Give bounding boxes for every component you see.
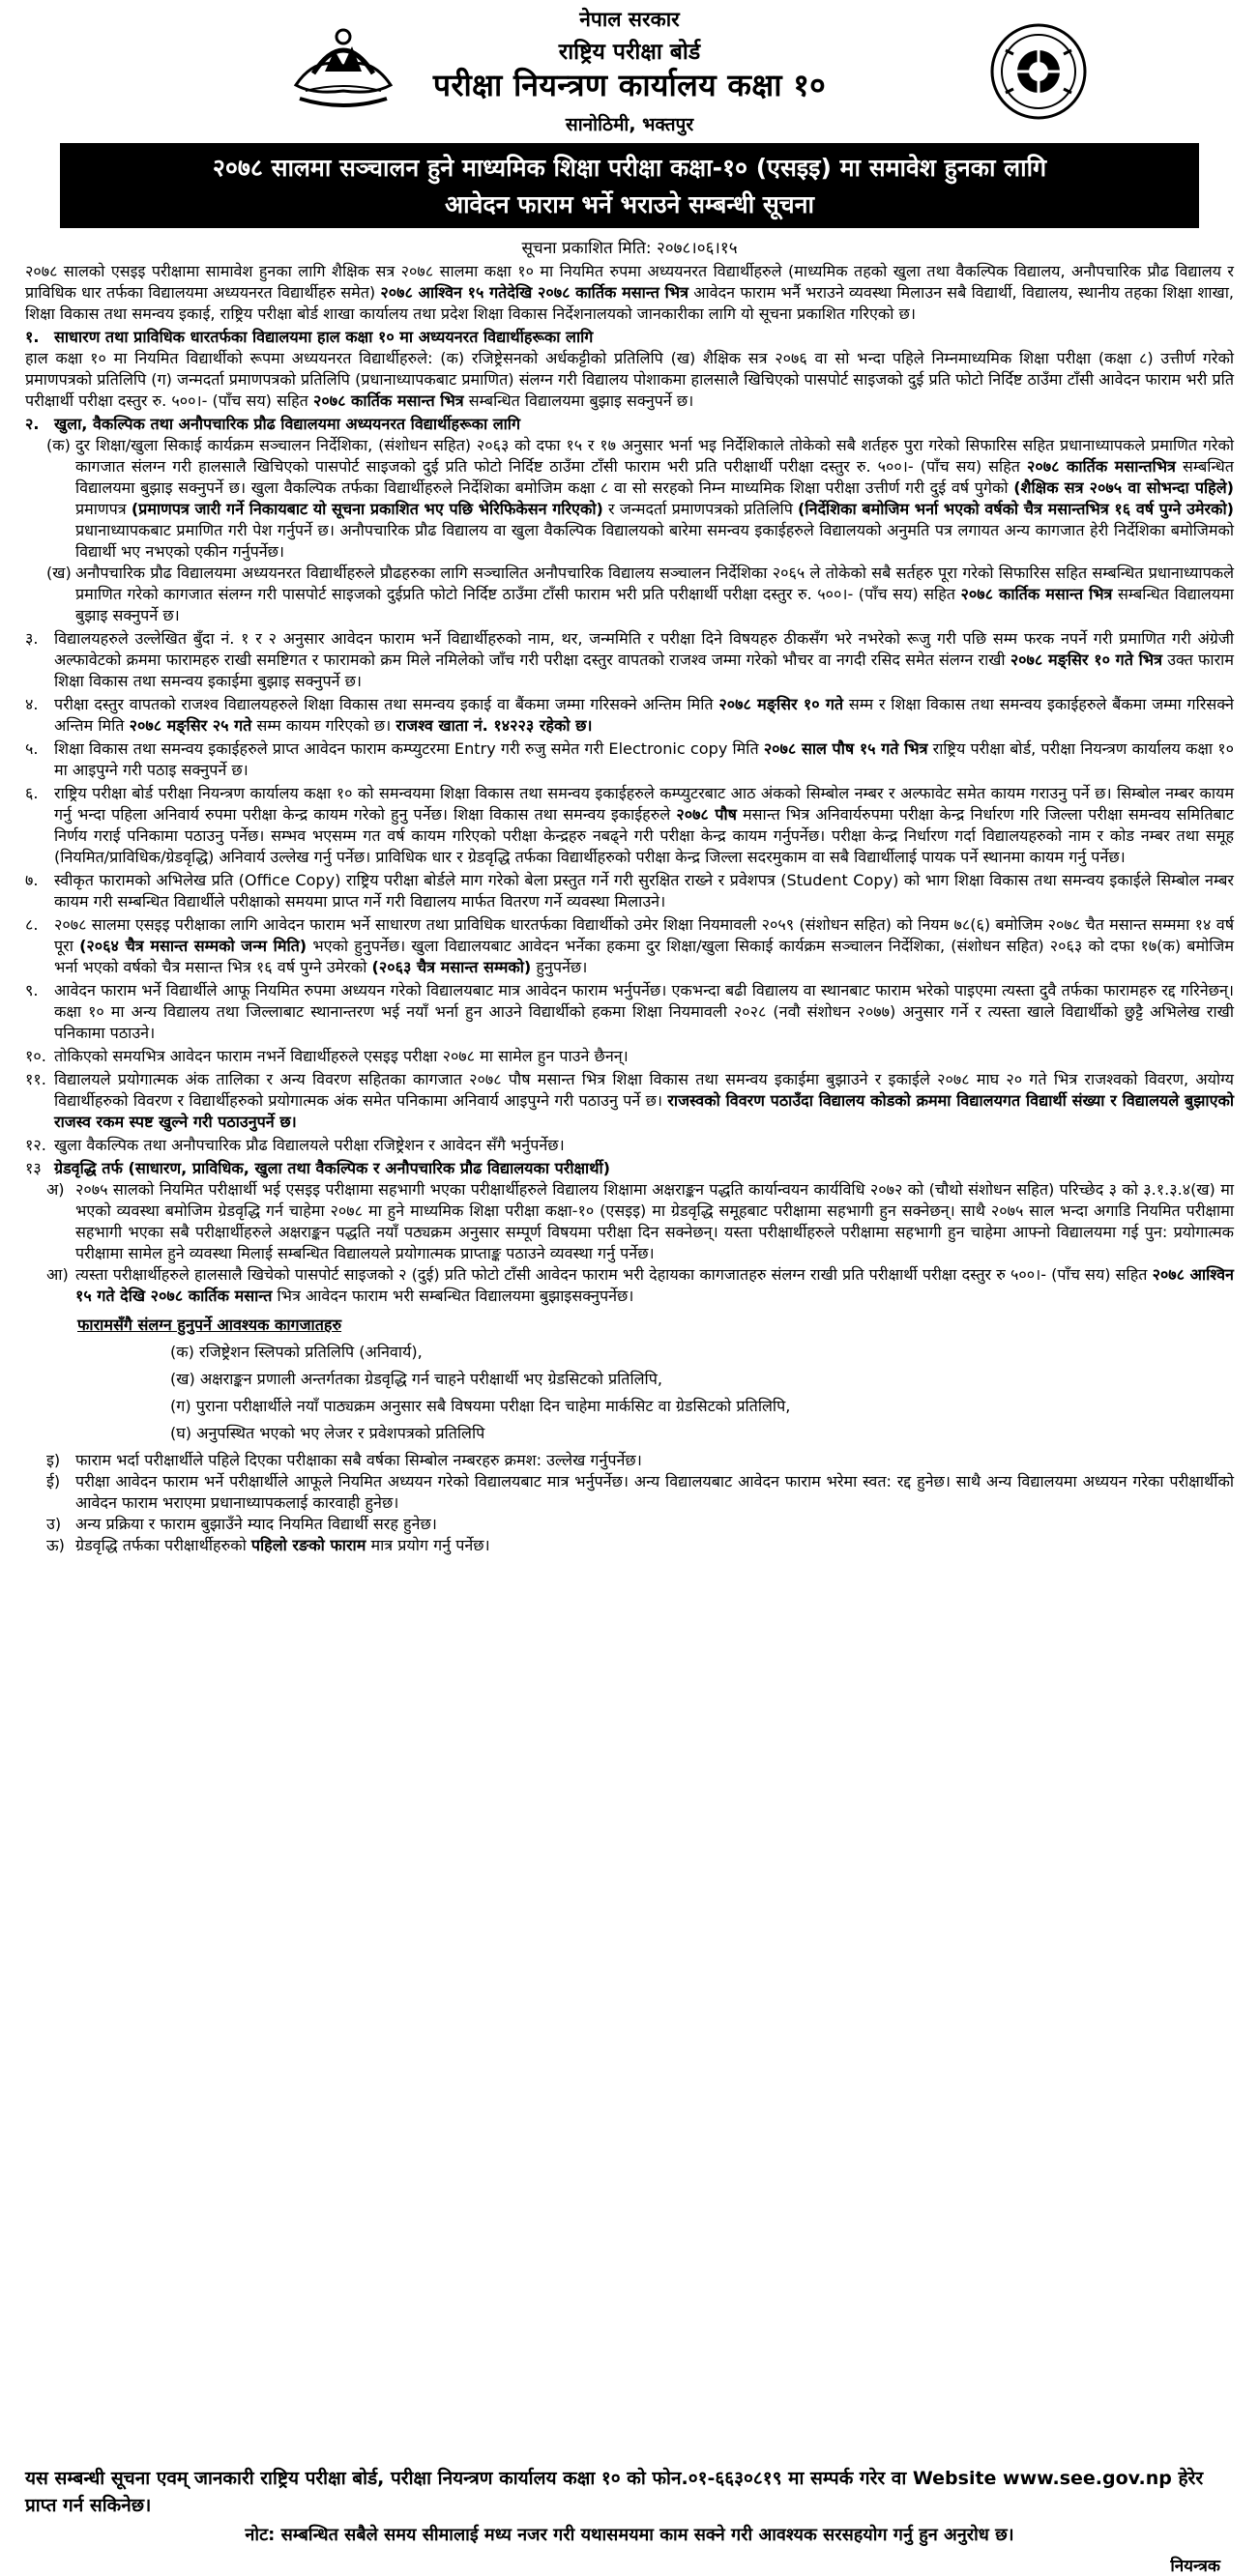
section-13-i: इ) फाराम भर्दा परीक्षार्थीले पहिले दिएका परीक्षाका सबै वर्षका सिम्बोल नम्बरहरु क्रमश: उल्लेख गर्नुपर्नेछ। (46, 1451, 642, 1469)
section-2: २. खुला, वैकल्पिक तथा अनौपचारिक प्रौढ विद्यालयमा अध्ययनरत विद्यार्थीहरूका लागि (क) दुर शिक्षा/खुला सिकाई कार्यक्रम सञ्चालन निर्देशिका, (संशोधन सहित) २०६३ को दफा १५ र १७ अनुसार भर्ना भइ निर्देशिकाले तोकेको सबै शर्तहरु पुरा गरेको सिफारिस सहित प्रधानाध्यापकले प्रमाणित गरेको कागजात संलग्न गरी हालसालै खिचिएको पासपोर्ट साइजको दुई प्रति फोटो निर्दिष्ट ठाउँमा टाँसी फाराम भरी प्रति परीक्षार्थी परीक्षा दस्तुर रु. ५००।- (पाँच सय) सहित २०७८ कार्तिक मसान्तभित्र सम्बन्धित विद्यालयमा बुझाइ सक्नुपर्ने छ। खुला वैकल्पिक तर्फका विद्यार्थीहरुले निर्देशिका बमोजिम कक्षा ८ वा सो सरहको निम्न माध्यमिक शिक्षा परीक्षा उत्तीर्ण गरी दुई वर्ष पुगेको (शैक्षिक सत्र २०७५ वा सोभन्दा पहिले) प्रमाणपत्र (प्रमाणपत्र जारी गर्ने निकायबाट यो सूचना प्रकाशित भए पछि भेरिफिकेसन गरिएको) र जन्मदर्ता प्रमाणपत्रको प्रतिलिपि (निर्देशिका बमोजिम भर्ना भएको वर्षको चैत्र मसान्तभित्र १६ वर्ष पुग्ने उमेरको) प्रधानाध्यापकबाट प्रमाणित गरी पेश गर्नुपर्ने छ। अनौपचारिक प्रौढ विद्यालय वा खुला वैकल्पिक विद्यालयको बारेमा समन्वय इकाईहरुले विद्यालयको अनुमति पत्र लगायत अन्य कागजात हेरी निर्देशिका बमोजिमको विद्यार्थी भए नभएको एकीन गर्नुपर्नेछ। (ख) अनौपचारिक प्रौढ विद्यालयमा अध्ययनरत विद्यार्थीहरुले प्रौढहरुका लागि सञ्चालित अनौपचारिक विद्यालय सञ्चालन निर्देशिका २०६५ ले तोकेको सबै सर्तहरु पूरा गरेको सिफारिस सहित सम्बन्धित प्रधानाध्यापकले प्रमाणित गरेको कागजात संलग्न गरी पासपोर्ट साइजको दुईप्रति फोटो निर्दिष्ट ठाउँमा टाँसी फाराम भरी प्रति परीक्षार्थी परीक्षा दस्तुर रु. ५००।- (पाँच सय) सहित २०७८ कार्तिक मसान्त भित्र सम्बन्धित विद्यालयमा बुझाइ सक्नुपर्ने छ। (25, 415, 1234, 624)
section-13-uu: ऊ) ग्रेडवृद्धि तर्फका परीक्षार्थीहरुको पहिलो रङको फाराम मात्र प्रयोग गर्नु पर्नेछ। (46, 1536, 490, 1554)
section-9: ९. आवेदन फाराम भर्ने विद्यार्थीले आफू नियमित रुपमा अध्ययन गरेको विद्यालयबाट मात्र आवेदन फाराम भर्नुपर्नेछ। एकभन्दा बढी विद्यालय वा स्थानबाट फाराम भरेको पाइएमा त्यस्ता दुवै तर्फका फारामहरु रद्द गरिनेछन्। कक्षा १० मा अन्य विद्यालय तथा जिल्लाबाट स्थानान्तरण भई नयाँ भर्ना हुन आउने विद्यार्थीको हकमा शिक्षा नियमावली २०२८ (नवौ संशोधन २०७७) अनुसार गर्ने र त्यस्ता खाले विद्यार्थीको छुट्टै अभिलेख राखी पनिकामा पठाउने। (25, 981, 1234, 1042)
section-11: ११. विद्यालयले प्रयोगात्मक अंक तालिका र अन्य विवरण सहितका कागजात २०७८ पौष मसान्त भित्र शिक्षा विकास तथा समन्वय इकाईमा बुझाउने र इकाईले २०७८ माघ २० गते भित्र राजश्वको विवरण, अयोग्य विद्यार्थीहरुको विवरण र विद्यार्थीहरुको प्रयोगात्मक अंक समेत पनिकामा अनिवार्य आइपुग्ने गरी पठाउनु पर्ने छ। राजस्वको विवरण पठाउँदा विद्यालय कोडको क्रममा विद्यालयगत विद्यार्थी संख्या र विद्यालयले बुझाएको राजस्व रकम स्पष्ट खुल्ने गरी पठाउनुपर्ने छ। (25, 1070, 1234, 1131)
section-10: १०. तोकिएको समयभित्र आवेदन फाराम नभर्ने विद्यार्थीहरुले एसइइ परीक्षा २०७८ मा सामेल हुन पाउने छैनन्। (25, 1047, 629, 1065)
intro-paragraph: २०७८ सालको एसइइ परीक्षामा सामावेश हुनका लागि शैक्षिक सत्र २०७८ सालमा कक्षा १० मा नियमित रुपमा अध्ययनरत विद्यार्थीहरुले (माध्यमिक तहको खुला तथा वैकल्पिक विद्यालय, अनौपचारिक प्रौढ विद्यालय र प्राविधिक धार तर्फका विद्यालयमा अध्ययनरत विद्यार्थीहरु समेत) २०७८ आश्विन १५ गतेदेखि २०७८ कार्तिक मसान्त भित्र आवेदन फाराम भर्नै भराउने व्यवस्था मिलाउन सबै विद्यार्थी, विद्यालय, स्थानीय तहका शिक्षा शाखा, शिक्षा विकास तथा समन्वय इकाई, राष्ट्रिय परीक्षा बोर्ड शाखा कार्यालय तथा प्रदेश शिक्षा विकास निर्देशनालयको जानकारीका लागि यो सूचना प्रकाशित गरिएको छ। (25, 262, 1234, 323)
notice-title (60, 143, 1199, 228)
document-item: (ख) अक्षराङ्कन प्रणाली अन्तर्गतका ग्रेडवृद्धि गर्न चाहने परीक्षार्थी भए ग्रेडसिटको प्रतिलिपि, (170, 1370, 662, 1388)
notice-title-line-2: आवेदन फाराम भर्ने भराउने सम्बन्धी सूचना (444, 190, 815, 218)
signatory: नियन्त्रक (1170, 2557, 1220, 2576)
document-item: (ग) पुराना परीक्षार्थीले नयाँ पाठ्यक्रम अनुसार सबै विषयमा परीक्षा दिन चाहेमा मार्कसिट वा ग्रेडसिटको प्रतिलिपि, (170, 1397, 791, 1415)
contact-info: यस सम्बन्धी सूचना एवम् जानकारी राष्ट्रिय परीक्षा बोर्ड, परीक्षा नियन्त्रण कार्यालय कक्षा १० को फोन.०१-६६३०८१९ मा सम्पर्क गरेर वा Website www.see.gov.np हेरेर प्राप्त गर्न सकिनेछ। (25, 2468, 1204, 2516)
government-name: नेपाल सरकार (579, 8, 680, 31)
section-4: ४. परीक्षा दस्तुर वापतको राजश्व विद्यालयहरुले शिक्षा विकास तथा समन्वय इकाई वा बैंकमा जम्मा गरिसक्ने अन्तिम मिति २०७८ मङ्सिर १० गते सम्म र शिक्षा विकास तथा समन्वय इकाईहरुले बैंकमा जम्मा गरिसक्ने अन्तिम मिति २०७८ मङ्सिर २५ गते सम्म कायम गरिएको छ। राजश्व खाता नं. १४२२३ रहेको छ। (25, 695, 1234, 735)
section-13-ii: ई) परीक्षा आवेदन फाराम भर्ने परीक्षार्थीले आफूले नियमित अध्ययन गरेको विद्यालयबाट मात्र भर्नुपर्नेछ। अन्य विद्यालयबाट आवेदन फाराम भरेमा स्वत: रद्द हुनेछ। साथै अन्य विद्यालयमा अध्ययन गरेका परीक्षार्थीको आवेदन फाराम भराएमा प्रधानाध्यापकलाई कारवाही हुनेछ। (46, 1472, 1234, 1512)
office-location: सानोठिमी, भक्तपुर (565, 114, 694, 135)
section-13: १३ ग्रेडवृद्धि तर्फ (साधारण, प्राविधिक, खुला तथा वैकल्पिक र अनौपचारिक प्रौढ विद्यालयका परीक्षार्थी) अ) २०७५ सालको नियमित परीक्षार्थी भई एसइइ परीक्षामा सहभागी भएका परीक्षार्थीहरुले विद्यालय शिक्षामा अक्षराङ्कन पद्धति कार्यान्वयन कार्यविधि २०७२ को (चौथो संशोधन सहित) परिच्छेद ३ को ३.१.३.४(ख) मा भएको व्यवस्था बमोजिम ग्रेडवृद्धि गर्न चाहेमा २०७८ मा हुने माध्यमिक शिक्षा परीक्षा कक्षा-१० (एसइइ) मा ग्रेडवृद्धि समूहबाट परीक्षामा सहभागी हुन सक्नेछन्। साथै २०७५ साल भन्दा अगाडि नियमित परीक्षामा सहभागी भएका सबै परीक्षार्थीहरुले अक्षराङ्कन पद्धति नयाँ पठ्यक्रम अनुसार सम्पूर्ण विषयमा परीक्षा दिन सक्नेछन्। यस्ता परीक्षार्थीहरुले परीक्षामा सहभागी हुन चाहेमा आफ्नो विद्यालयमा गई पुन: प्रयोगात्मक परीक्षामा सामेल हुने व्यवस्था मिलाई सम्बन्धित विद्यालयले प्रयोगात्मक प्राप्ताङ्क पठाउने व्यवस्था गर्नु पर्नेछ। आ) त्यस्ता परीक्षार्थीहरुले हालसालै खिचेको पासपोर्ट साइजको २ (दुई) प्रति फोटो टाँसी आवेदन फाराम भरी देहायका कागजातहरु संलग्न राखी प्रति परीक्षार्थी परीक्षा दस्तुर रु ५००।- (पाँच सय) सहित २०७८ आश्विन १५ गते देखि २०७८ कार्तिक मसान्त भित्र आवेदन फाराम भरी सम्बन्धित विद्यालयमा बुझाइसक्नुपर्नेछ। फारामसँगै संलग्न हुनुपर्ने आवश्यक कागजातहरु (क) रजिष्ट्रेशन स्लिपको प्रतिलिपि (अनिवार्य), (ख) अक्षराङ्कन प्रणाली अन्तर्गतका ग्रेडवृद्धि गर्न चाहने परीक्षार्थी भए ग्रेडसिटको प्रतिलिपि, (ग) पुराना परीक्षार्थीले नयाँ पाठ्यक्रम अनुसार सबै विषयमा परीक्षा दिन चाहेमा मार्कसिट वा ग्रेडसिटको प्रतिलिपि, (घ) अनुपस्थित भएको भए लेजर र प्रवेशपत्रको प्रतिलिपि इ) फाराम भर्दा परीक्षार्थीले पहिले दिएका परीक्षाका सबै वर्षका सिम्बोल नम्बरहरु क्रमश: उल्लेख गर्नुपर्नेछ। ई) परीक्षा आवेदन फाराम भर्ने परीक्षार्थीले आफूले नियमित अध्ययन गरेको विद्यालयबाट मात्र भर्नुपर्नेछ। अन्य विद्यालयबाट आवेदन फाराम भरेमा स्वत: रद्द हुनेछ। साथै अन्य विद्यालयमा अध्ययन गरेका परीक्षार्थीको आवेदन फाराम भराएमा प्रधानाध्यापकलाई कारवाही हुनेछ। उ) अन्य प्रक्रिया र फाराम बुझाउँने म्याद नियमित विद्यार्थी सरह हुनेछ। ऊ) ग्रेडवृद्धि तर्फका परीक्षार्थीहरुको पहिलो रङको फाराम मात्र प्रयोग गर्नु पर्नेछ। (25, 1159, 1234, 1554)
section-6: ६. राष्ट्रिय परीक्षा बोर्ड परीक्षा नियन्त्रण कार्यालय कक्षा १० को समन्वयमा शिक्षा विकास तथा समन्वय इकाईहरुले कम्प्युटरबाट आठ अंकको सिम्बोल नम्बर र अल्फावेट समेत कायम गराउनु पर्ने छ। सिम्बोल नम्बर कायम गर्नु भन्दा पहिला अनिवार्य रुपमा परीक्षा केन्द्र कायम गरेको हुनु पर्नेछ। शिक्षा विकास तथा समन्वय इकाईहरुले २०७८ पौष मसान्त भित्र अनिवार्यरुपमा परीक्षा केन्द्र निर्धारण गरि जिल्ला परीक्षा समन्वय समितिबाट निर्णय गराई पनिकामा पठाउनु पर्नेछ। सम्भव भएसम्म गत वर्ष कायम गरिएको परीक्षा केन्द्रहरु नबढ्ने गरी परीक्षा केन्द्र कायम गर्नुपर्नेछ। परीक्षा केन्द्र निर्धारण गर्दा विद्यालयहरुको नाम र कोड नम्बर तथा समूह (नियमित/प्राविधिक/ग्रेडवृद्धि) अनिवार्य उल्लेख गर्नु पर्नेछ। प्राविधिक धार र ग्रेडवृद्धि तर्फका विद्यार्थीहरुको परीक्षा केन्द्र जिल्ला सदरमुकाम वा सबै विद्यार्थीलाई पायक पर्ने स्थानमा कायम गर्नु पर्नेछ। (25, 784, 1234, 866)
document-item: (घ) अनुपस्थित भएको भए लेजर र प्रवेशपत्रको प्रतिलिपि (170, 1424, 485, 1442)
section-12: १२. खुला वैकल्पिक तथा अनौपचारिक प्रौढ विद्यालयले परीक्षा रजिष्ट्रेशन र आवेदन सँगै भर्नुपर्नेछ। (25, 1136, 565, 1154)
section-13-heading: ग्रेडवृद्धि तर्फ (साधारण, प्राविधिक, खुला तथा वैकल्पिक र अनौपचारिक प्रौढ विद्यालयका परीक्षार्थी) (54, 1159, 611, 1177)
notice-body (25, 261, 1234, 1556)
section-5: ५. शिक्षा विकास तथा समन्वय इकाईहरुले प्राप्त आवेदन फाराम कम्प्युटरमा Entry गरी रुजु समेत गरी Electronic copy मिति २०७८ साल पौष १५ गते भित्र राष्ट्रिय परीक्षा बोर्ड, परीक्षा नियन्त्रण कार्यालय कक्षा १० मा आइपुग्ने गरी पठाइ सक्नुपर्ने छ। (25, 739, 1234, 779)
document-item: (क) रजिष्ट्रेशन स्लिपको प्रतिलिपि (अनिवार्य), (170, 1343, 423, 1361)
section-8: ८. २०७८ सालमा एसइइ परीक्षाका लागि आवेदन फाराम भर्ने साधारण तथा प्राविधिक धारतर्फका विद्यार्थीको उमेर शिक्षा नियमावली २०५९ (संशोधन सहित) को नियम ७८(६) बमोजिम २०७८ चैत मसान्त सम्ममा १४ वर्ष पूरा (२०६४ चैत्र मसान्त सम्मको जन्म मिति) भएको हुनुपर्नेछ। खुला विद्यालयबाट आवेदन भर्नेका हकमा दुर शिक्षा/खुला सिकाई कार्यक्रम सञ्चालन निर्देशिका, (संशोधन सहित) २०६३ को दफा १७(क) बमोजिम भर्ना भएको वर्षको चैत्र मसान्त भित्र १६ वर्ष पुग्ने उमेरको (२०६३ चैत्र मसान्त सम्मको) हुनुपर्नेछ। (25, 915, 1234, 976)
section-1: १. साधारण तथा प्राविधिक धारतर्फका विद्यालयमा हाल कक्षा १० मा अध्ययनरत विद्यार्थीहरूका लागि हाल कक्षा १० मा नियमित विद्यार्थीको रूपमा अध्ययनरत विद्यार्थीहरुले: (क) रजिष्ट्रेसनको अर्धकट्टीको प्रतिलिपि (ख) शैक्षिक सत्र २०७६ वा सो भन्दा पहिले निम्नमाध्यमिक शिक्षा परीक्षा (कक्षा ८) उत्तीर्ण गरेको प्रमाणपत्रको प्रतिलिपि (ग) जन्मदर्ता प्रमाणपत्रको प्रतिलिपि (प्रधानाध्यापकबाट प्रमाणित) संलग्न गरी विद्यालय पोशाकमा हालसालै खिचिएको पासपोर्ट साइजको दुई प्रति फोटो निर्दिष्ट ठाउँमा टाँसी आवेदन फाराम भरी प्रति परीक्षार्थी परीक्षा दस्तुर रु. ५००।- (पाँच सय) सहित २०७८ कार्तिक मसान्त भित्र सम्बन्धित विद्यालयमा बुझाइ सक्नुपर्ने छ। (25, 328, 1234, 410)
publication-date: सूचना प्रकाशित मिति: २०७८।०६।१५ (521, 239, 738, 258)
section-1-heading: साधारण तथा प्राविधिक धारतर्फका विद्यालयमा हाल कक्षा १० मा अध्ययनरत विद्यार्थीहरूका लागि (54, 328, 594, 346)
section-2-kha: (ख) अनौपचारिक प्रौढ विद्यालयमा अध्ययनरत विद्यार्थीहरुले प्रौढहरुका लागि सञ्चालित अनौपचारिक विद्यालय सञ्चालन निर्देशिका २०६५ ले तोकेको सबै सर्तहरु पूरा गरेको सिफारिस सहित सम्बन्धित प्रधानाध्यापकले प्रमाणित गरेको कागजात संलग्न गरी पासपोर्ट साइजको दुईप्रति फोटो निर्दिष्ट ठाउँमा टाँसी फाराम भरी प्रति परीक्षार्थी परीक्षा दस्तुर रु. ५००।- (पाँच सय) सहित २०७८ कार्तिक मसान्त भित्र सम्बन्धित विद्यालयमा बुझाइ सक्नुपर्ने छ। (46, 564, 1234, 624)
section-13-u: उ) अन्य प्रक्रिया र फाराम बुझाउँने म्याद नियमित विद्यार्थी सरह हुनेछ। (46, 1515, 437, 1533)
section-13-a: अ) २०७५ सालको नियमित परीक्षार्थी भई एसइइ परीक्षामा सहभागी भएका परीक्षार्थीहरुले विद्यालय शिक्षामा अक्षराङ्कन पद्धति कार्यान्वयन कार्यविधि २०७२ को (चौथो संशोधन सहित) परिच्छेद ३ को ३.१.३.४(ख) मा भएको व्यवस्था बमोजिम ग्रेडवृद्धि गर्न चाहेमा २०७८ मा हुने माध्यमिक शिक्षा परीक्षा कक्षा-१० (एसइइ) मा ग्रेडवृद्धि समूहबाट परीक्षामा सहभागी हुन सक्नेछन्। साथै २०७५ साल भन्दा अगाडि नियमित परीक्षामा सहभागी भएका सबै परीक्षार्थीहरुले अक्षराङ्कन पद्धति नयाँ पठ्यक्रम अनुसार सम्पूर्ण विषयमा परीक्षा दिन सक्नेछन्। यस्ता परीक्षार्थीहरुले परीक्षामा सहभागी हुन चाहेमा आफ्नो विद्यालयमा गई पुन: प्रयोगात्मक परीक्षामा सामेल हुने व्यवस्था मिलाई सम्बन्धित विद्यालयले प्रयोगात्मक प्राप्ताङ्क पठाउने व्यवस्था गर्नु पर्नेछ। (46, 1180, 1234, 1262)
section-7: ७. स्वीकृत फारामको अभिलेख प्रति (Office Copy) राष्ट्रिय परीक्षा बोर्डले माग गरेको बेला प्रस्तुत गर्ने गरी सुरक्षित राख्ने र प्रवेशपत्र (Student Copy) को भाग शिक्षा विकास तथा समन्वय इकाईले सिम्बोल नम्बर कायम गरी सम्बन्धित विद्यार्थीले परीक्षाको समयमा प्राप्त गर्ने गरी विद्यालय मार्फत वितरण गर्ने व्यवस्था मिलाउने। (25, 871, 1234, 911)
notice-header (25, 0, 1234, 145)
section-1-text: हाल कक्षा १० मा नियमित विद्यार्थीको रूपमा अध्ययनरत विद्यार्थीहरुले: (क) रजिष्ट्रेसनको अर्धकट्टीको प्रतिलिपि (ख) शैक्षिक सत्र २०७६ वा सो भन्दा पहिले निम्नमाध्यमिक शिक्षा परीक्षा (कक्षा ८) उत्तीर्ण गरेको प्रमाणपत्रको प्रतिलिपि (ग) जन्मदर्ता प्रमाणपत्रको प्रतिलिपि (प्रधानाध्यापकबाट प्रमाणित) संलग्न गरी विद्यालय पोशाकमा हालसालै खिचिएको पासपोर्ट साइजको दुई प्रति फोटो निर्दिष्ट ठाउँमा टाँसी आवेदन फाराम भरी प्रति परीक्षार्थी परीक्षा दस्तुर रु. ५००।- (पाँच सय) सहित २०७८ कार्तिक मसान्त भित्र सम्बन्धित विद्यालयमा बुझाइ सक्नुपर्ने छ। (25, 349, 1234, 410)
section-3: ३. विद्यालयहरुले उल्लेखित बुँदा नं. १ र २ अनुसार आवेदन फाराम भर्ने विद्यार्थीहरुको नाम, थर, जन्ममिति र परीक्षा दिने विषयहरु ठीकसँग भरे नभरेको रूजु गरी पछि सम्म फरक नपर्ने गरी प्रमाणित गरी अंग्रेजी अल्फावेटको क्रममा फारामहरु राखी समष्टिगत र फारामको क्रम मिले नमिलेको जाँच गरी परीक्षा दस्तुर वापतको राजश्व जम्मा गरेको भौचर वा नगदी रसिद समेत संलग्न राखी २०७८ मङ्सिर १० गते भित्र उक्त फाराम शिक्षा विकास तथा समन्वय इकाईमा बुझाइ सक्नुपर्ने छ। (25, 629, 1234, 690)
exam-board-seal-icon (988, 21, 1089, 122)
footer-note: नोट: सम्बन्धित सबैले समय सीमालाई मध्य नजर गरी यथासमयमा काम सक्ने गरी आवश्यक सरसहयोग गर्नु हुन अनुरोध छ। (245, 2525, 1014, 2545)
board-name: राष्ट्रिय परीक्षा बोर्ड (558, 40, 701, 65)
required-documents-heading: फारामसँगै संलग्न हुनुपर्ने आवश्यक कागजातहरु (77, 1316, 342, 1334)
section-13-aa: आ) त्यस्ता परीक्षार्थीहरुले हालसालै खिचेको पासपोर्ट साइजको २ (दुई) प्रति फोटो टाँसी आवेदन फाराम भरी देहायका कागजातहरु संलग्न राखी प्रति परीक्षार्थी परीक्षा दस्तुर रु ५००।- (पाँच सय) सहित २०७८ आश्विन १५ गते देखि २०७८ कार्तिक मसान्त भित्र आवेदन फाराम भरी सम्बन्धित विद्यालयमा बुझाइसक्नुपर्नेछ। (46, 1265, 1234, 1305)
office-name: परीक्षा नियन्त्रण कार्यालय कक्षा १० (432, 67, 827, 103)
section-2-heading: खुला, वैकल्पिक तथा अनौपचारिक प्रौढ विद्यालयमा अध्ययनरत विद्यार्थीहरूका लागि (54, 415, 521, 433)
notice-title-line-1: २०७८ सालमा सञ्चालन हुने माध्यमिक शिक्षा परीक्षा कक्षा-१० (एसइइ) मा समावेश हुनका लागि (212, 154, 1047, 182)
section-2-ka: (क) दुर शिक्षा/खुला सिकाई कार्यक्रम सञ्चालन निर्देशिका, (संशोधन सहित) २०६३ को दफा १५ र १७ अनुसार भर्ना भइ निर्देशिकाले तोकेको सबै शर्तहरु पुरा गरेको सिफारिस सहित प्रधानाध्यापकले प्रमाणित गरेको कागजात संलग्न गरी हालसालै खिचिएको पासपोर्ट साइजको दुई प्रति फोटो निर्दिष्ट ठाउँमा टाँसी फाराम भरी प्रति परीक्षार्थी परीक्षा दस्तुर रु. ५००।- (पाँच सय) सहित २०७८ कार्तिक मसान्तभित्र सम्बन्धित विद्यालयमा बुझाइ सक्नुपर्ने छ। खुला वैकल्पिक तर्फका विद्यार्थीहरुले निर्देशिका बमोजिम कक्षा ८ वा सो सरहको निम्न माध्यमिक शिक्षा परीक्षा उत्तीर्ण गरी दुई वर्ष पुगेको (शैक्षिक सत्र २०७५ वा सोभन्दा पहिले) प्रमाणपत्र (प्रमाणपत्र जारी गर्ने निकायबाट यो सूचना प्रकाशित भए पछि भेरिफिकेसन गरिएको) र जन्मदर्ता प्रमाणपत्रको प्रतिलिपि (निर्देशिका बमोजिम भर्ना भएको वर्षको चैत्र मसान्तभित्र १६ वर्ष पुग्ने उमेरको) प्रधानाध्यापकबाट प्रमाणित गरी पेश गर्नुपर्ने छ। अनौपचारिक प्रौढ विद्यालय वा खुला वैकल्पिक विद्यालयको बारेमा समन्वय इकाईहरुले विद्यालयको अनुमति पत्र लगायत अन्य कागजात हेरी निर्देशिका बमोजिमको विद्यार्थी भए नभएको एकीन गर्नुपर्नेछ। (46, 436, 1234, 561)
